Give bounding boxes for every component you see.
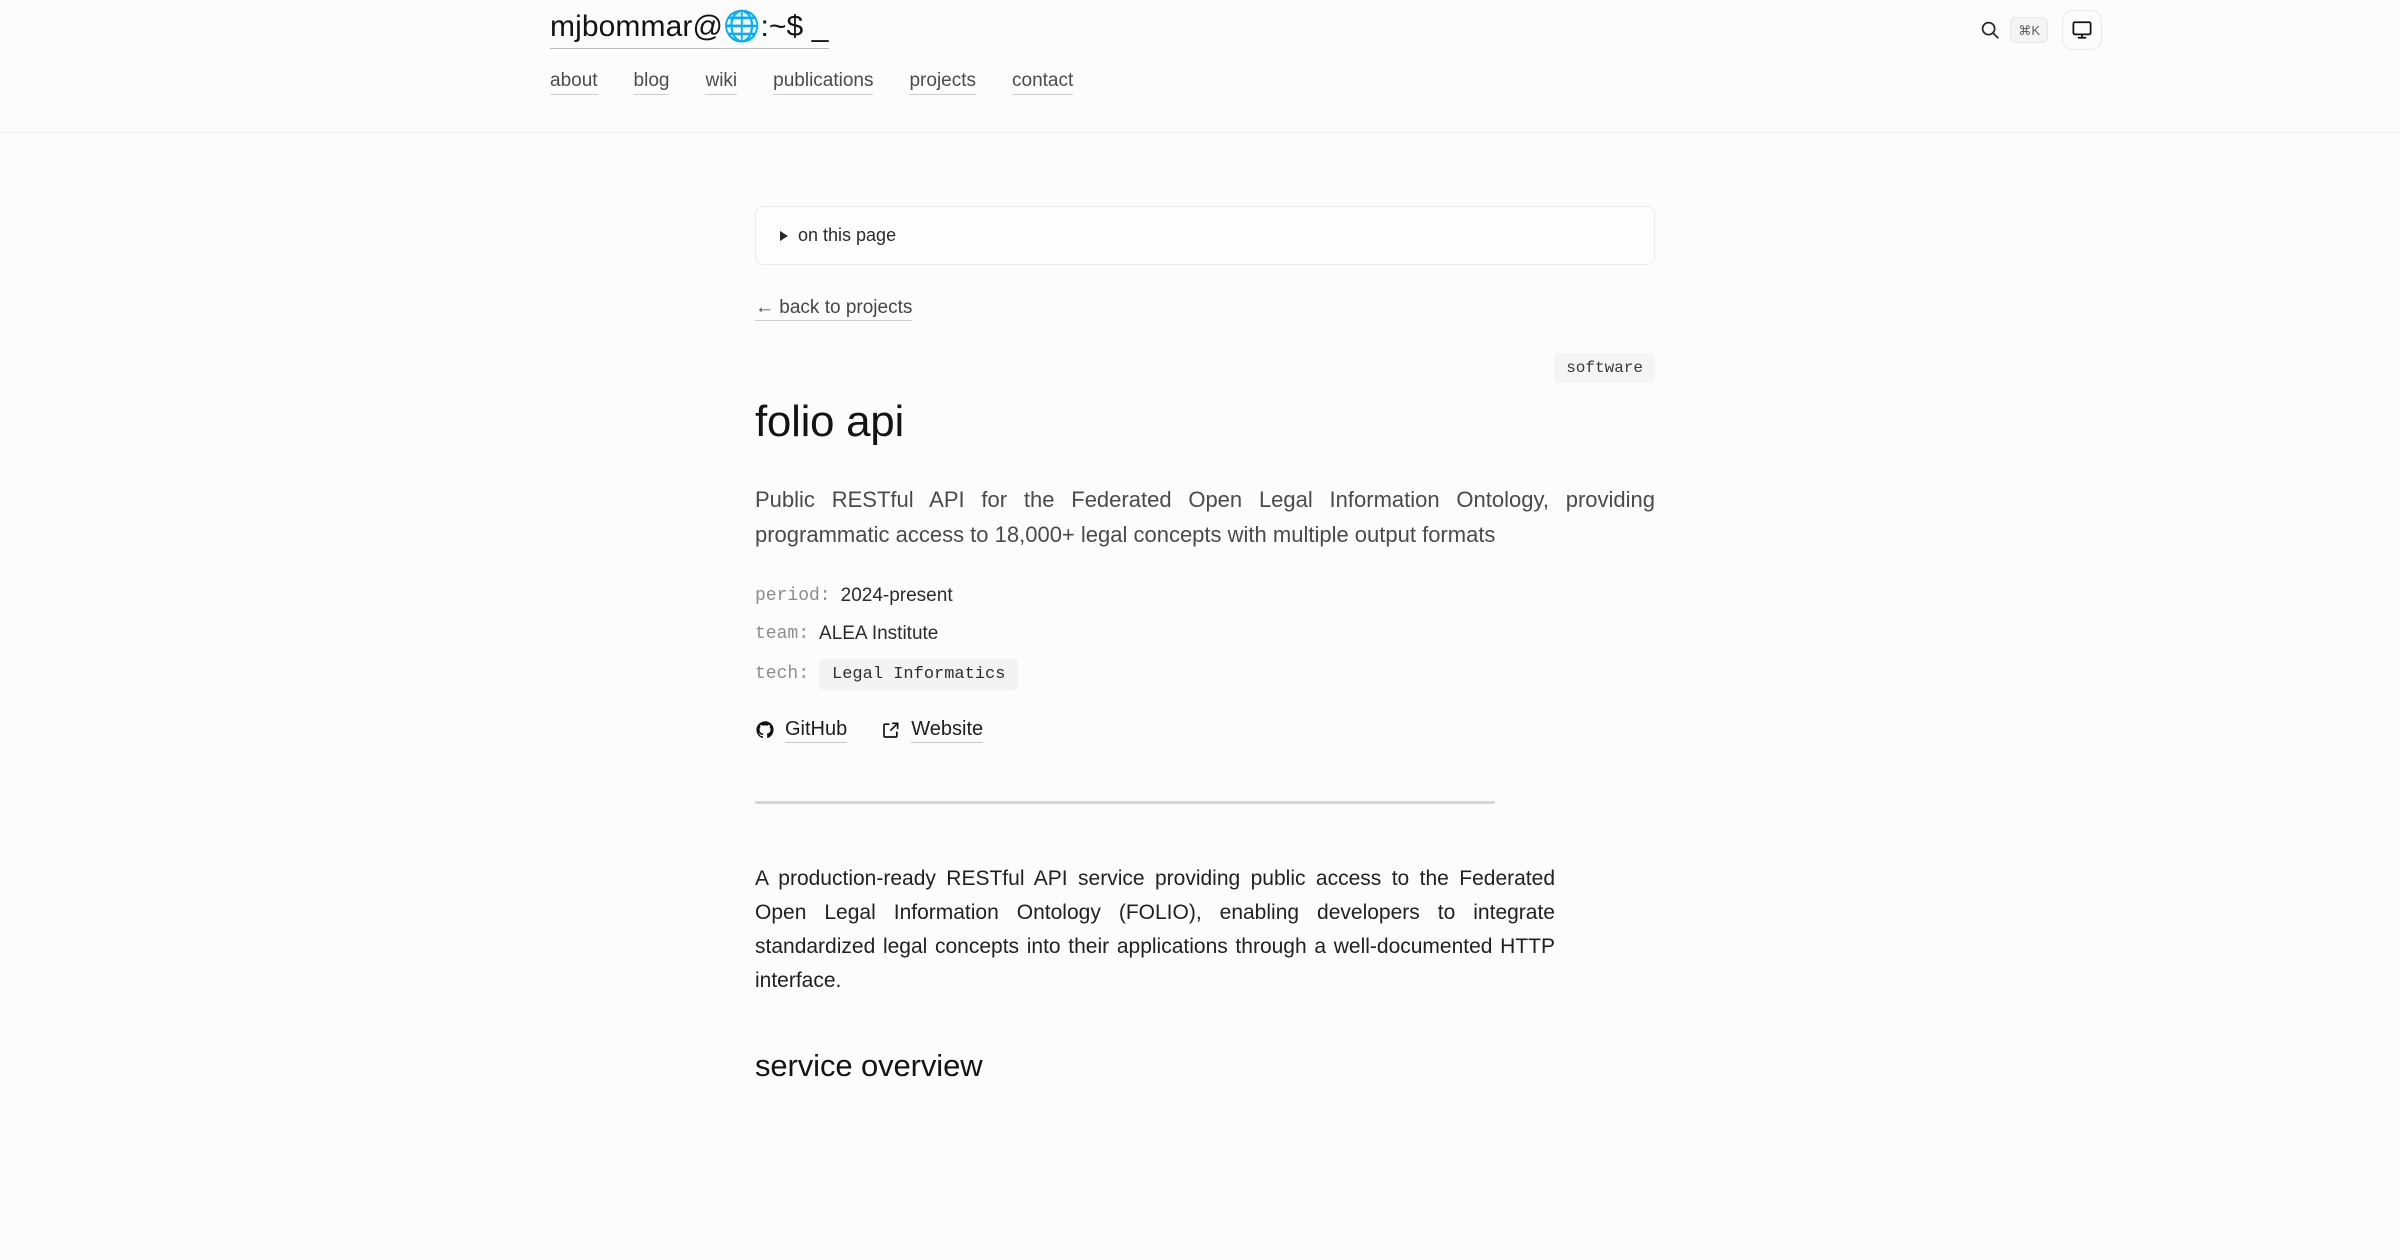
nav-link-about[interactable]: about bbox=[550, 70, 598, 95]
main-nav bbox=[550, 70, 1073, 95]
on-this-page-panel[interactable] bbox=[755, 206, 1655, 265]
nav-link-wiki[interactable]: wiki bbox=[705, 70, 737, 95]
project-links bbox=[755, 718, 1655, 743]
back-to-projects-link[interactable]: ← back to projects bbox=[755, 297, 912, 321]
display-toggle-button[interactable] bbox=[2062, 10, 2102, 50]
content-column bbox=[755, 133, 1655, 1084]
meta-row-tech bbox=[755, 659, 1655, 690]
project-summary: Public RESTful API for the Federated Open Legal Information Ontology, providing programmatic access to 18,000+ legal concepts with multiple output formats bbox=[755, 486, 1655, 548]
project-metadata bbox=[755, 583, 1655, 690]
brand-block bbox=[550, 8, 829, 49]
badge-row bbox=[755, 353, 1655, 383]
search-icon bbox=[1979, 19, 2001, 41]
website-link-label: Website bbox=[911, 718, 983, 743]
monitor-icon bbox=[2071, 19, 2093, 41]
meta-row-team bbox=[755, 621, 1655, 647]
tech-chip: Legal Informatics bbox=[819, 659, 1018, 690]
nav-link-blog[interactable]: blog bbox=[634, 70, 670, 95]
meta-value-team: ALEA Institute bbox=[819, 622, 939, 644]
page-title: folio api bbox=[755, 397, 904, 446]
meta-label-team: team: bbox=[755, 623, 810, 644]
chevron-right-icon bbox=[780, 231, 788, 241]
on-this-page-label: on this page bbox=[798, 225, 897, 245]
nav-link-contact[interactable]: contact bbox=[1012, 70, 1073, 95]
nav-link-projects[interactable]: projects bbox=[909, 70, 976, 95]
search-shortcut-badge: ⌘K bbox=[2010, 17, 2048, 43]
project-description: A production-ready RESTful API service providing public access to the Federated Open Legal Information Ontology (FOLIO), enabling developers to integrate standardized legal concepts into their applications through a well-documented HTTP interface. bbox=[755, 866, 1555, 992]
github-link[interactable] bbox=[755, 718, 847, 743]
meta-label-tech: tech: bbox=[755, 664, 810, 685]
header-tools bbox=[1977, 10, 2102, 50]
header-inner bbox=[0, 0, 2400, 132]
on-this-page-summary[interactable] bbox=[780, 225, 896, 246]
section-divider bbox=[755, 801, 1495, 804]
website-link[interactable] bbox=[881, 718, 983, 743]
site-title-link[interactable]: mjbommar@🌐:~$ _ bbox=[550, 8, 829, 49]
meta-row-period bbox=[755, 583, 1655, 609]
project-type-badge: software bbox=[1554, 353, 1655, 383]
search-button[interactable] bbox=[1977, 13, 2050, 47]
section-heading-service-overview: service overview bbox=[755, 1047, 983, 1083]
nav-link-publications[interactable]: publications bbox=[773, 70, 873, 95]
github-icon bbox=[755, 720, 775, 740]
site-header bbox=[0, 0, 2400, 133]
external-link-icon bbox=[881, 720, 901, 740]
meta-value-period: 2024-present bbox=[840, 584, 953, 606]
meta-label-period: period: bbox=[755, 585, 831, 606]
github-link-label: GitHub bbox=[785, 718, 847, 743]
